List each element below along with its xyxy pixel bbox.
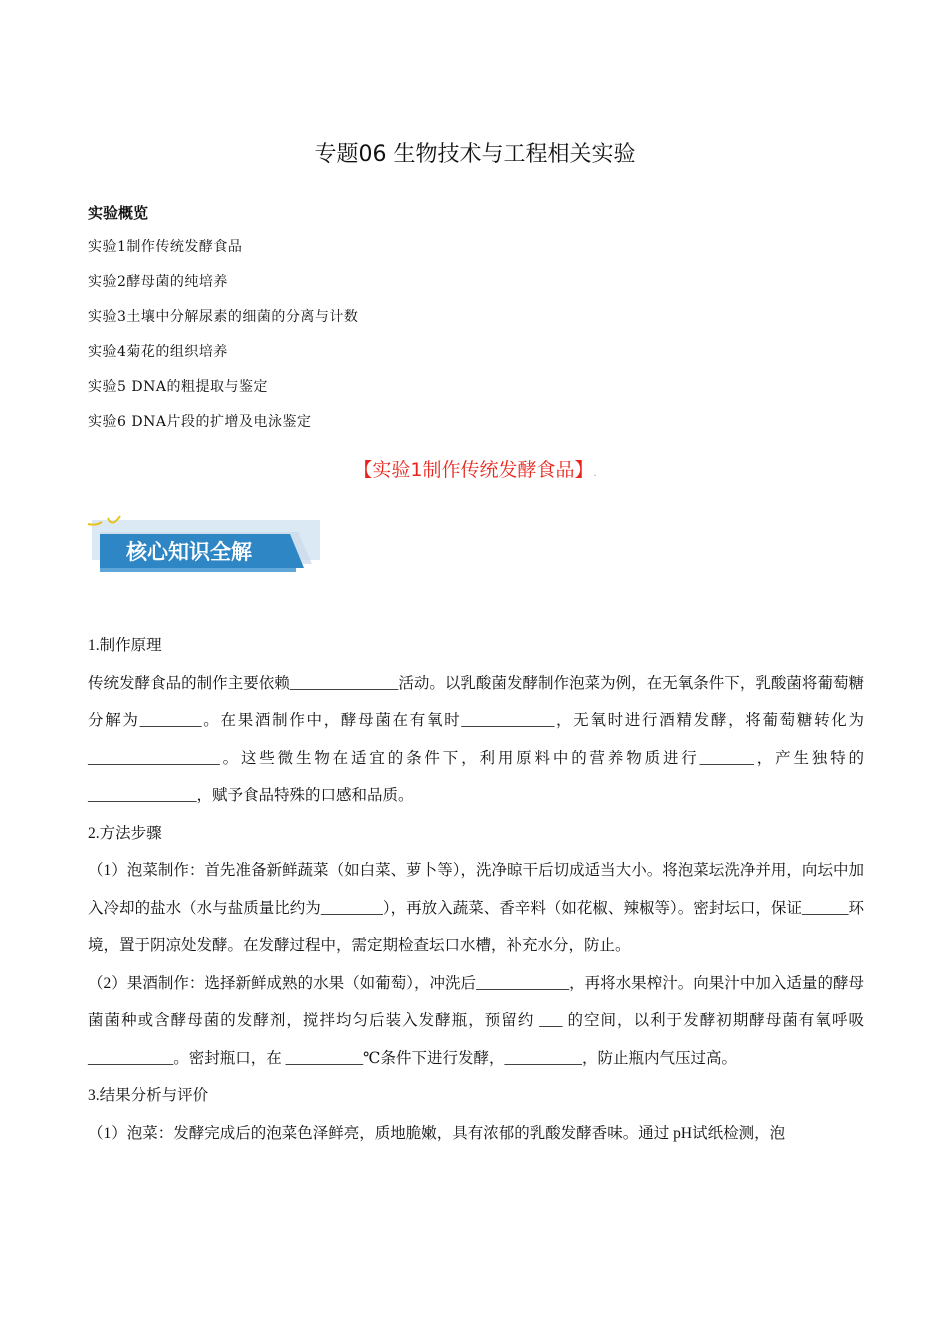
- section-title-mark: .: [593, 468, 597, 479]
- overview-heading: 实验概览: [88, 204, 149, 222]
- banner-underline: [100, 568, 296, 572]
- principle-heading: 1.制作原理: [88, 637, 162, 654]
- section-title-text: 【实验1制作传统发酵食品】: [353, 459, 594, 481]
- overview-item: 实验4菊花的组织培养: [88, 344, 228, 360]
- overview-list: [88, 236, 358, 446]
- pickle-analysis-paragraph: （1）泡菜：发酵完成后的泡菜色泽鲜亮，质地脆嫩，具有浓郁的乳酸发酵香味。通过 pH试纸检测，泡: [88, 1124, 786, 1142]
- core-knowledge-banner: [86, 514, 326, 580]
- overview-item: 实验2酵母菌的纯培养: [88, 274, 228, 290]
- overview-item: 实验3土壤中分解尿素的细菌的分离与计数: [88, 309, 359, 325]
- pickle-steps-paragraph: （1）泡菜制作：首先准备新鲜蔬菜（如白菜、萝卜等），洗净晾干后切成适当大小。将泡菜坛洗净并用，向坛中加入冷却的盐水（水与盐质量比约为________），再放入蔬菜、香辛料（如花椒、辣椒等）。密封坛口，保证______环境，置于阴凉处发酵。在发酵过程中，需定期检查坛口水槽，补充水分，防止。: [88, 862, 864, 954]
- overview-item: 实验1制作传统发酵食品: [88, 239, 243, 255]
- banner-label: 核心知识全解: [126, 540, 252, 564]
- steps-heading: 2.方法步骤: [88, 824, 162, 842]
- wine-steps-paragraph: （2）果酒制作：选择新鲜成熟的水果（如葡萄），冲洗后____________，再将水果榨汁。向果汁中加入适量的酵母菌菌种或含酵母菌的发酵剂，搅拌均匀后装入发酵瓶，预留约 ___ 的空间，以利于发酵初期酵母菌有氧呼吸___________。密封瓶口，在 __________℃条件下进行发酵，__________，防止瓶内气压过高。: [88, 974, 864, 1067]
- analysis-heading: 3.结果分析与评价: [88, 1087, 209, 1104]
- document-title: 专题06 生物技术与工程相关实验: [314, 142, 636, 167]
- overview-item: 实验6 DNA片段的扩增及电泳鉴定: [88, 414, 312, 430]
- overview-item: 实验5 DNA的粗提取与鉴定: [88, 379, 268, 395]
- body-text: [88, 627, 864, 1152]
- principle-paragraph: 传统发酵食品的制作主要依赖______________活动。以乳酸菌发酵制作泡菜为例，在无氧条件下，乳酸菌将葡萄糖分解为________。在果酒制作中，酵母菌在有氧时____________，无氧时进行酒精发酵，将葡萄糖转化为_________________。这些微生物在适宜的条件下，利用原料中的营养物质进行_______，产生独特的______________，赋予食品特殊的口感和品质。: [88, 674, 864, 804]
- section-title: [0, 456, 950, 488]
